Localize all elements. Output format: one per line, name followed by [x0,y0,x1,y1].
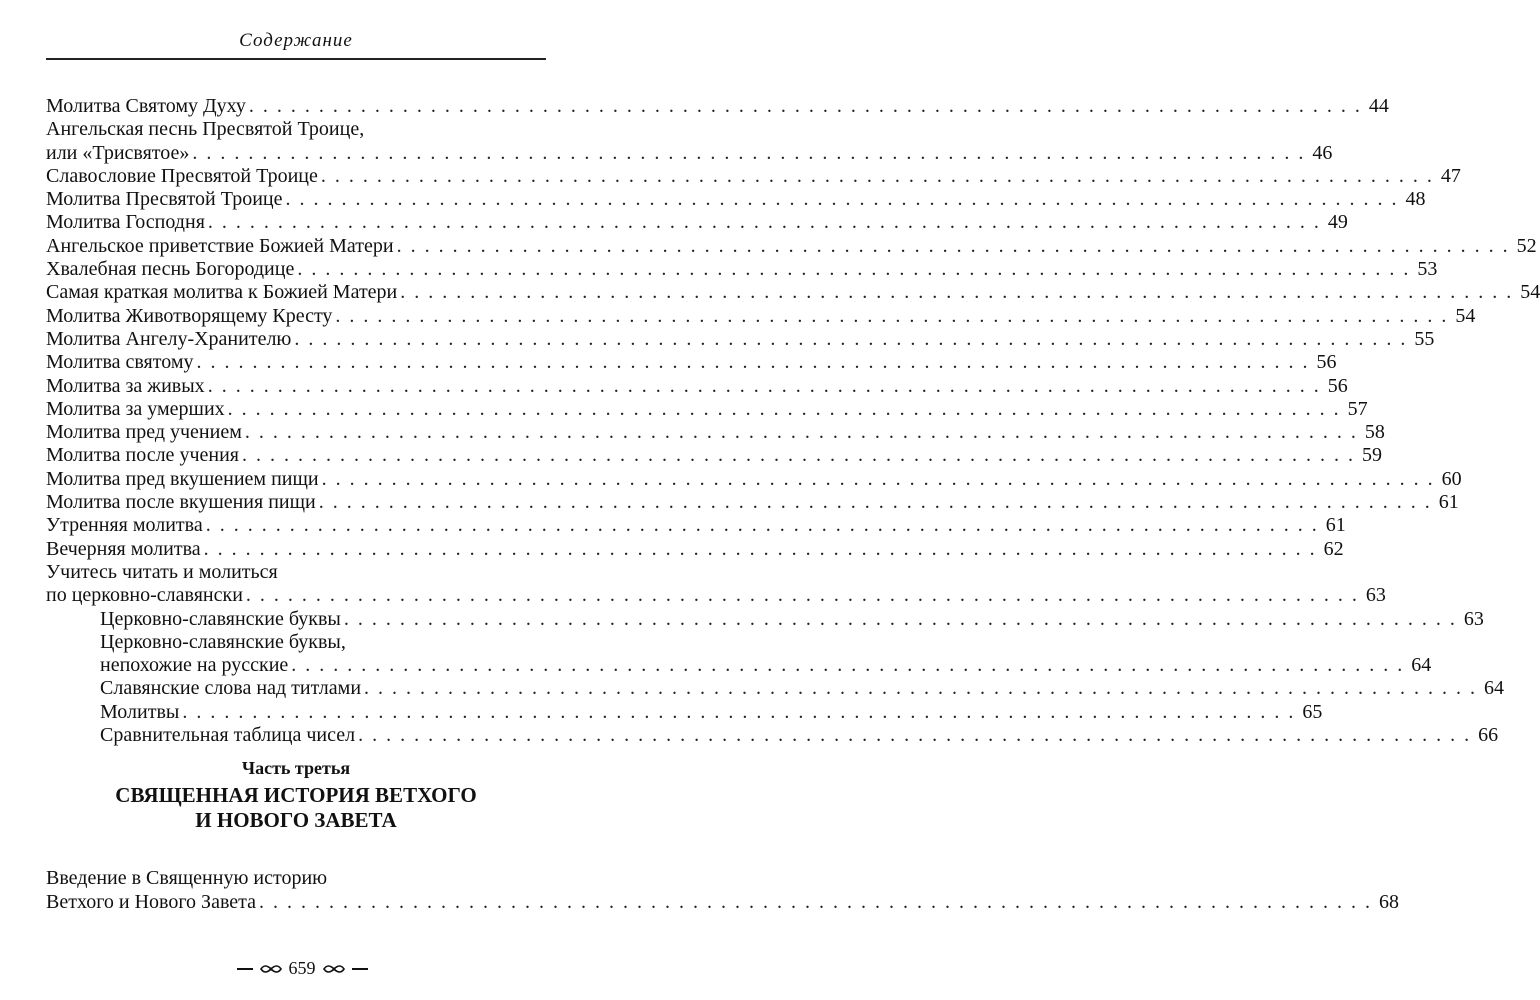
toc-entry-title: Молитва святому [46,351,194,374]
toc-page-number: 48 [1405,188,1426,211]
dot-leader: . . . . . . . . . . . . . . . . . . . . . . . . . . . . . . . . . . . . . . . . . . . . . . . . . . . . . . . . . . . . . . . . . . . . . . . . . . . . . . . . [318,491,1432,514]
toc-entry-title-cont: или «Трисвятое» [46,141,190,164]
dot-leader: . . . . . . . . . . . . . . . . . . . . . . . . . . . . . . . . . . . . . . . . . . . . . . . . . . . . . . . . . . . . . . . . . . . . . . . . . . . . . . . . [227,397,1341,420]
dot-leader: . . . . . . . . . . . . . . . . . . . . . . . . . . . . . . . . . . . . . . . . . . . . . . . . . . . . . . . . . . . . . . . . . . . . . . . . . . . . . . . . [244,421,1358,444]
dot-leader: . . . . . . . . . . . . . . . . . . . . . . . . . . . . . . . . . . . . . . . . . . . . . . . . . . . . . . . . . . . . . . . . . . . . . . . . . . . . . . . . [196,351,1310,374]
toc-entry-title: Учитесь читать и молиться [46,560,278,583]
toc-page-number: 65 [1302,700,1323,723]
toc-page-number: 44 [1368,95,1389,117]
toc-entry [46,491,1459,514]
toc-entry-title: Славянские слова над титлами [100,677,362,700]
toc-entry-title: Молитва за живых [46,374,205,397]
dot-leader: . . . . . . . . . . . . . . . . . . . . . . . . . . . . . . . . . . . . . . . . . . . . . . . . . . . . . . . . . . . . . . . . . . . . . . . . . . . . . . . . [400,281,1514,304]
footer-dash-left [237,968,253,970]
dot-leader: . . . . . . . . . . . . . . . . . . . . . . . . . . . . . . . . . . . . . . . . . . . . . . . . . . . . . . . . . . . . . . . . . . . . . . . . . . . . . . . . [248,95,1362,117]
toc-entry [46,397,1368,421]
toc-entry-title: Молитва пред вкушением пищи [46,467,319,490]
page-footer [0,958,604,979]
toc-entry [46,211,1348,234]
toc-entry [46,607,1484,631]
toc-entry-title: Хвалебная песнь Богородице [46,258,295,281]
dot-leader: . . . . . . . . . . . . . . . . . . . . . . . . . . . . . . . . . . . . . . . . . . . . . . . . . . . . . . . . . . . . . . . . . . . . . . . . . . . . . . . . [364,677,1478,700]
toc-page-number: 58 [1364,421,1385,444]
toc-entry [46,444,1382,467]
table-of-contents [46,95,1540,747]
ornament-left-icon [259,962,283,976]
dot-leader: . . . . . . . . . . . . . . . . . . . . . . . . . . . . . . . . . . . . . . . . . . . . . . . . . . . . . . . . . . . . . . . . . . . . . . . . . . . . . . . . [335,304,1449,327]
dot-leader: . . . . . . . . . . . . . . . . . . . . . . . . . . . . . . . . . . . . . . . . . . . . . . . . . . . . . . . . . . . . . . . . . . . . . . . . . . . . . . . . [291,654,1405,677]
dot-leader: . . . . . . . . . . . . . . . . . . . . . . . . . . . . . . . . . . . . . . . . . . . . . . . . . . . . . . . . . . . . . . . . . . . . . . . . . . . . . . . . [245,584,1359,607]
toc-entry-title-cont: по церковно-славянски [46,584,243,607]
toc-entry [46,584,1386,607]
toc-entry-title-cont: Ветхого и Нового Завета [46,891,257,913]
toc-entry-title: Молитва Животворящему Кресту [46,304,333,327]
dot-leader: . . . . . . . . . . . . . . . . . . . . . . . . . . . . . . . . . . . . . . . . . . . . . . . . . . . . . . . . . . . . . . . . . . . . . . . . . . . . . . . . [205,514,1319,537]
toc-entry [46,304,1476,328]
toc-page-number: 61 [1325,514,1346,537]
toc-entry-title: Введение в Священную историю [46,867,328,889]
header-rule [46,58,546,60]
toc-entry [46,164,1461,188]
toc-page-number: 62 [1323,537,1344,560]
part-three-contents [46,866,1400,914]
dot-leader: . . . . . . . . . . . . . . . . . . . . . . . . . . . . . . . . . . . . . . . . . . . . . . . . . . . . . . . . . . . . . . . . . . . . . . . . . . . . . . . . [207,211,1321,234]
dot-leader: . . . . . . . . . . . . . . . . . . . . . . . . . . . . . . . . . . . . . . . . . . . . . . . . . . . . . . . . . . . . . . . . . . . . . . . . . . . . . . . . [203,537,1317,560]
toc-entry-title: Сравнительная таблица чисел [100,724,356,747]
toc-page-number: 64 [1484,677,1505,700]
toc-entry-title: Молитва за умерших [46,397,225,420]
toc-entry [46,677,1505,700]
toc-entry [46,654,1432,677]
toc-entry [46,890,1400,914]
toc-entry [46,141,1333,165]
dot-leader: . . . . . . . . . . . . . . . . . . . . . . . . . . . . . . . . . . . . . . . . . . . . . . . . . . . . . . . . . . . . . . . . . . . . . . . . . . . . . . . . [294,327,1408,350]
toc-entry-title: Молитва Господня [46,211,205,234]
toc-page-number: 52 [1516,234,1537,257]
toc-entry [46,514,1346,537]
toc-entry [46,724,1499,747]
toc-entry-title: Молитва пред учением [46,421,242,444]
toc-page-number: 56 [1316,351,1337,374]
toc-entry [46,234,1537,258]
ornament-right-icon [322,962,346,976]
toc-page-number: 53 [1417,258,1438,281]
toc-page-number: 61 [1438,491,1459,514]
toc-entry [46,467,1462,491]
toc-entry [46,374,1348,398]
toc-page-number: 57 [1347,397,1368,420]
dot-leader: . . . . . . . . . . . . . . . . . . . . . . . . . . . . . . . . . . . . . . . . . . . . . . . . . . . . . . . . . . . . . . . . . . . . . . . . . . . . . . . . [207,374,1321,397]
toc-entry-title: Утренняя молитва [46,514,203,537]
toc-page-number: 56 [1327,374,1348,397]
toc-page-number: 54 [1520,281,1540,304]
toc-page-number: 49 [1327,211,1348,234]
running-header: Содержание [239,30,353,51]
toc-entry-title: Вечерняя молитва [46,537,201,560]
footer-dash-right [352,968,368,970]
toc-entry-title: Церковно-славянские буквы [100,607,341,630]
toc-entry [46,700,1323,724]
toc-page-number: 59 [1361,444,1382,467]
dot-leader: . . . . . . . . . . . . . . . . . . . . . . . . . . . . . . . . . . . . . . . . . . . . . . . . . . . . . . . . . . . . . . . . . . . . . . . . . . . . . . . . [285,188,1399,211]
toc-entry-title: Молитва после вкушения пищи [46,491,316,514]
toc-entry [46,281,1540,304]
toc-entry-title: Ангельское приветствие Божией Матери [46,234,394,257]
dot-leader: . . . . . . . . . . . . . . . . . . . . . . . . . . . . . . . . . . . . . . . . . . . . . . . . . . . . . . . . . . . . . . . . . . . . . . . . . . . . . . . . [358,724,1472,747]
dot-leader: . . . . . . . . . . . . . . . . . . . . . . . . . . . . . . . . . . . . . . . . . . . . . . . . . . . . . . . . . . . . . . . . . . . . . . . . . . . . . . . . [297,258,1411,281]
toc-page-number: 46 [1312,141,1333,164]
toc-entry-title: Молитва после учения [46,444,239,467]
part-title-line-1: СВЯЩЕННАЯ ИСТОРИЯ ВЕТХОГО [115,783,477,807]
dot-leader: . . . . . . . . . . . . . . . . . . . . . . . . . . . . . . . . . . . . . . . . . . . . . . . . . . . . . . . . . . . . . . . . . . . . . . . . . . . . . . . . [321,467,1435,490]
toc-page-number: 63 [1365,584,1386,607]
toc-entry [46,537,1344,561]
dot-leader: . . . . . . . . . . . . . . . . . . . . . . . . . . . . . . . . . . . . . . . . . . . . . . . . . . . . . . . . . . . . . . . . . . . . . . . . . . . . . . . . [259,891,1373,913]
toc-page-number: 64 [1411,654,1432,677]
toc-entry-title-cont: непохожие на русские [100,654,289,677]
dot-leader: . . . . . . . . . . . . . . . . . . . . . . . . . . . . . . . . . . . . . . . . . . . . . . . . . . . . . . . . . . . . . . . . . . . . . . . . . . . . . . . . [192,141,1306,164]
toc-entry [46,327,1435,351]
toc-entry-title: Самая краткая молитва к Божией Матери [46,281,398,304]
toc-page-number: 68 [1379,891,1400,913]
toc-page-number: 47 [1440,164,1461,187]
toc-entry [46,188,1426,211]
toc-page-number: 54 [1455,304,1476,327]
toc-page-number: 60 [1441,467,1462,490]
dot-leader: . . . . . . . . . . . . . . . . . . . . . . . . . . . . . . . . . . . . . . . . . . . . . . . . . . . . . . . . . . . . . . . . . . . . . . . . . . . . . . . . [182,700,1296,723]
toc-entry-title: Славословие Пресвятой Троице [46,164,318,187]
toc-page-number: 55 [1414,327,1435,350]
toc-entry-title: Молитва Ангелу-Хранителю [46,327,292,350]
page-number: 659 [288,958,316,978]
toc-entry-title: Молитвы [100,700,180,723]
part-title [46,783,546,833]
toc-entry [46,258,1438,281]
part-label: Часть третья [241,758,351,778]
toc-entry-title: Церковно-славянские буквы, [100,630,346,653]
dot-leader: . . . . . . . . . . . . . . . . . . . . . . . . . . . . . . . . . . . . . . . . . . . . . . . . . . . . . . . . . . . . . . . . . . . . . . . . . . . . . . . . [343,607,1457,630]
toc-entry [46,351,1337,374]
toc-page-number: 63 [1463,607,1484,630]
toc-entry-title: Молитва Святому Духу [46,95,246,117]
dot-leader: . . . . . . . . . . . . . . . . . . . . . . . . . . . . . . . . . . . . . . . . . . . . . . . . . . . . . . . . . . . . . . . . . . . . . . . . . . . . . . . . [241,444,1355,467]
toc-page-number: 66 [1478,724,1499,747]
toc-entry-title: Молитва Пресвятой Троице [46,188,283,211]
toc-entry [46,421,1385,444]
dot-leader: . . . . . . . . . . . . . . . . . . . . . . . . . . . . . . . . . . . . . . . . . . . . . . . . . . . . . . . . . . . . . . . . . . . . . . . . . . . . . . . . [396,234,1510,257]
toc-entry-title: Ангельская песнь Пресвятой Троице, [46,118,365,141]
toc-entry [46,95,1389,118]
part-title-line-2: И НОВОГО ЗАВЕТА [195,808,397,832]
dot-leader: . . . . . . . . . . . . . . . . . . . . . . . . . . . . . . . . . . . . . . . . . . . . . . . . . . . . . . . . . . . . . . . . . . . . . . . . . . . . . . . . [320,164,1434,187]
